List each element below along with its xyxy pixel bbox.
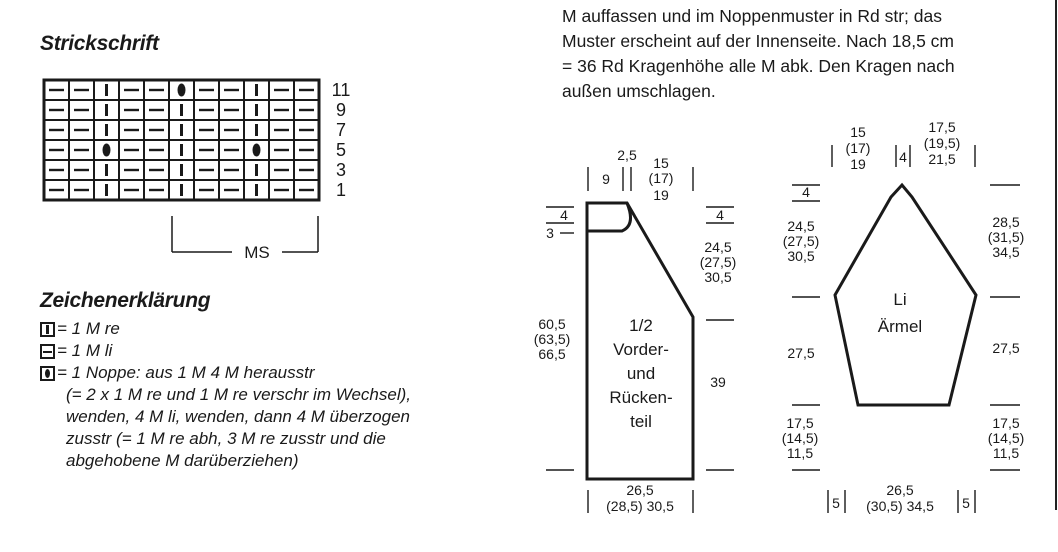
- sleeve-left-cuff-1: 17,5: [786, 415, 814, 431]
- sleeve-top-left-3: 19: [850, 156, 866, 172]
- bobble-symbol-icon: [40, 366, 55, 381]
- sleeve-right-cuff-2: (14,5): [987, 430, 1025, 446]
- sleeve-right-cap-2: (31,5): [987, 229, 1025, 245]
- chart-cell-purl: [119, 180, 144, 200]
- chart-cell-purl: [119, 100, 144, 120]
- chart-cell-bobble: [169, 80, 194, 100]
- sleeve-right-cuff-1: 17,5: [992, 415, 1020, 431]
- chart-cell-knit: [169, 160, 194, 180]
- chart-cell-purl: [144, 140, 169, 160]
- chart-cell-knit: [244, 160, 269, 180]
- body-left-total-3: 66,5: [538, 346, 566, 362]
- chart-cell-purl: [144, 100, 169, 120]
- paragraph-line: außen umschlagen.: [562, 81, 716, 101]
- chart-cell-knit: [94, 160, 119, 180]
- chart-cell-purl: [194, 160, 219, 180]
- sleeve-right-cuff-3: 11,5: [992, 445, 1020, 461]
- chart-cell-purl: [294, 140, 319, 160]
- body-bottom-1: 26,5: [626, 482, 654, 498]
- body-top-neck: 9: [602, 171, 610, 187]
- chart-row-label: 5: [335, 140, 347, 160]
- body-right-side: 39: [710, 374, 726, 390]
- chart-cell-purl: [44, 140, 69, 160]
- repeat-label: MS: [244, 243, 270, 262]
- body-top-shoulder-3: 19: [653, 187, 669, 203]
- body-right-armhole-2: (27,5): [699, 254, 737, 270]
- chart-cell-knit: [94, 80, 119, 100]
- chart-cell-purl: [69, 100, 94, 120]
- chart-cell-purl: [69, 140, 94, 160]
- chart-cell-purl: [294, 160, 319, 180]
- purl-symbol-icon: [40, 344, 55, 359]
- chart-cell-purl: [194, 180, 219, 200]
- chart-cell-purl: [219, 100, 244, 120]
- sleeve-bottom-right: 5: [962, 495, 970, 511]
- sleeve-schematic: [782, 119, 1025, 514]
- chart-cell-purl: [119, 140, 144, 160]
- chart-cell-purl: [219, 80, 244, 100]
- chart-cell-purl: [144, 120, 169, 140]
- body-label-5: teil: [630, 412, 652, 431]
- sleeve-bottom-mid-2: (30,5) 34,5: [866, 498, 934, 514]
- page-edge-rule: [1055, 0, 1057, 510]
- body-bottom-2: (28,5) 30,5: [606, 498, 674, 514]
- legend-bobble-line: zusstr (= 1 M re abh, 3 M re zusstr und die: [66, 429, 386, 448]
- legend: [40, 318, 411, 472]
- chart-cell-purl: [294, 180, 319, 200]
- chart-cell-purl: [294, 120, 319, 140]
- chart-cell-purl: [69, 120, 94, 140]
- sleeve-right-cap-3: 34,5: [992, 244, 1020, 260]
- repeat-bracket: [172, 216, 318, 262]
- chart-row-label: 11: [331, 80, 351, 100]
- chart-cell-purl: [144, 80, 169, 100]
- sleeve-left-cuff-3: 11,5: [786, 445, 814, 461]
- legend-bobble-line: (= 2 x 1 M re und 1 M re verschr im Wechsel),: [66, 385, 411, 404]
- body-schematic: [534, 147, 737, 514]
- chart-cell-purl: [69, 180, 94, 200]
- sleeve-top-right-3: 21,5: [928, 151, 956, 167]
- chart-cell-purl: [219, 120, 244, 140]
- chart-grid: [44, 80, 319, 200]
- chart-cell-purl: [219, 140, 244, 160]
- chart-cell-purl: [269, 160, 294, 180]
- chart-row-label: 9: [335, 100, 347, 120]
- chart-cell-purl: [269, 120, 294, 140]
- chart-cell-knit: [244, 120, 269, 140]
- chart-cell-purl: [44, 80, 69, 100]
- body-right-armhole-3: 30,5: [704, 269, 732, 285]
- chart-cell-purl: [219, 180, 244, 200]
- sleeve-top-left-2: (17): [845, 140, 871, 156]
- chart-cell-purl: [269, 100, 294, 120]
- chart-cell-purl: [294, 100, 319, 120]
- paragraph-line: = 36 Rd Kragenhöhe alle M abk. Den Kragen nach: [562, 56, 955, 76]
- chart-cell-knit: [169, 120, 194, 140]
- sleeve-bottom-mid-1: 26,5: [886, 482, 914, 498]
- body-left-total-1: 60,5: [538, 316, 566, 332]
- chart-cell-purl: [269, 80, 294, 100]
- body-right-armhole-1: 24,5: [704, 239, 732, 255]
- knit-symbol-icon: [40, 322, 55, 337]
- body-left-four: 4: [560, 207, 568, 223]
- chart-cell-purl: [194, 80, 219, 100]
- sleeve-left-cap-1: 24,5: [787, 218, 815, 234]
- body-label-2: Vorder-: [613, 340, 669, 359]
- chart-cell-purl: [69, 160, 94, 180]
- chart-cell-knit: [244, 180, 269, 200]
- chart-title: Strickschrift: [40, 32, 159, 55]
- legend-purl: = 1 M li: [40, 340, 411, 362]
- chart-cell-purl: [144, 180, 169, 200]
- sleeve-right-mid: 27,5: [992, 340, 1020, 356]
- chart-cell-bobble: [94, 140, 119, 160]
- chart-row-label: 7: [335, 120, 347, 140]
- sleeve-top-right-1: 17,5: [928, 119, 956, 135]
- body-left-total-2: (63,5): [533, 331, 571, 347]
- chart-cell-bobble: [244, 140, 269, 160]
- legend-knit: = 1 M re: [40, 318, 411, 340]
- chart-cell-purl: [144, 160, 169, 180]
- legend-bobble-line: wenden, 4 M li, wenden, dann 4 M überzogen: [66, 407, 411, 426]
- sleeve-left-cap-3: 30,5: [787, 248, 815, 264]
- legend-bobble: = 1 Noppe: aus 1 M 4 M herausstr: [40, 362, 411, 384]
- sleeve-left-four: 4: [802, 184, 810, 200]
- body-label-4: Rücken-: [609, 388, 673, 407]
- chart-cell-purl: [219, 160, 244, 180]
- sleeve-right-cap-1: 28,5: [992, 214, 1020, 230]
- body-left-three: 3: [546, 225, 554, 241]
- chart-cell-purl: [119, 80, 144, 100]
- chart-cell-purl: [294, 80, 319, 100]
- body-label-3: und: [626, 364, 656, 383]
- chart-row-label: 3: [335, 160, 347, 180]
- chart-cell-knit: [244, 100, 269, 120]
- sleeve-left-mid: 27,5: [787, 345, 815, 361]
- sleeve-top-left-1: 15: [850, 124, 866, 140]
- body-right-four: 4: [716, 207, 724, 223]
- paragraph-line: M auffassen und im Noppenmuster in Rd str; das: [562, 6, 943, 26]
- legend-title: Zeichenerklärung: [40, 289, 211, 312]
- chart-cell-purl: [44, 100, 69, 120]
- sleeve-left-cap-2: (27,5): [782, 233, 820, 249]
- chart-cell-purl: [269, 140, 294, 160]
- chart-cell-knit: [94, 120, 119, 140]
- chart-cell-knit: [169, 100, 194, 120]
- body-top-shoulder-2: (17): [648, 170, 674, 186]
- chart-cell-knit: [169, 140, 194, 160]
- chart-cell-knit: [94, 180, 119, 200]
- body-top-shoulder-1: 15: [653, 155, 669, 171]
- sleeve-label-2: Ärmel: [877, 317, 923, 336]
- sleeve-label-1: Li: [893, 290, 907, 309]
- chart-cell-purl: [69, 80, 94, 100]
- chart-cell-purl: [194, 140, 219, 160]
- instruction-paragraph: [562, 4, 955, 104]
- sleeve-top-mid: 4: [899, 149, 907, 165]
- chart-cell-knit: [244, 80, 269, 100]
- schematics: [530, 115, 1055, 535]
- chart-cell-purl: [194, 120, 219, 140]
- body-top-gap: 2,5: [617, 147, 637, 163]
- chart-row-label: 1: [335, 180, 347, 200]
- sleeve-top-right-2: (19,5): [923, 135, 961, 151]
- sleeve-bottom-left: 5: [832, 495, 840, 511]
- chart-cell-knit: [94, 100, 119, 120]
- body-label-1: 1/2: [629, 316, 653, 335]
- chart-cell-purl: [44, 120, 69, 140]
- chart-cell-purl: [119, 160, 144, 180]
- knitting-chart: [36, 74, 366, 274]
- chart-cell-knit: [169, 180, 194, 200]
- chart-cell-purl: [269, 180, 294, 200]
- chart-cell-purl: [44, 180, 69, 200]
- paragraph-line: Muster erscheint auf der Innenseite. Nach 18,5 cm: [562, 31, 955, 51]
- sleeve-left-cuff-2: (14,5): [781, 430, 819, 446]
- chart-cell-purl: [44, 160, 69, 180]
- chart-cell-purl: [194, 100, 219, 120]
- legend-bobble-line: abgehobene M darüberziehen): [66, 451, 299, 470]
- chart-cell-purl: [119, 120, 144, 140]
- chart-row-labels: [332, 80, 351, 200]
